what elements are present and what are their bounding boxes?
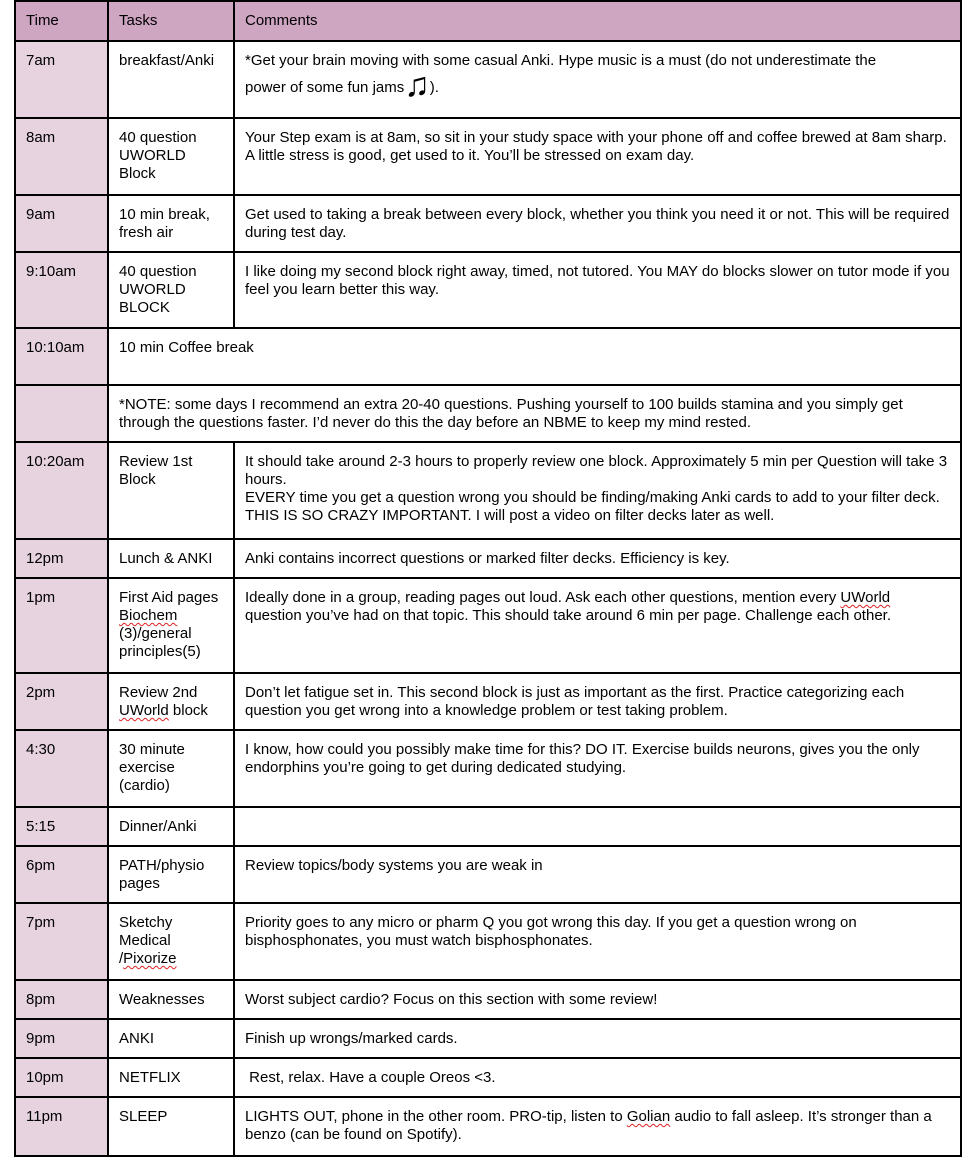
task-cell: 40 question UWORLD BLOCK [108, 252, 234, 328]
time-cell: 7pm [15, 903, 108, 980]
comment-cell [234, 41, 961, 118]
table-row [15, 328, 961, 385]
table-row [15, 539, 961, 578]
comment-cell: I like doing my second block right away, timed, not tutored. You MAY do blocks slower on tutor mode if you feel you learn better this way. [234, 252, 961, 328]
task-text: (3)/general principles(5) [119, 625, 201, 660]
comment-line: It should take around 2-3 hours to properly review one block. Approximately 5 min per Question will take 3 hours. [245, 453, 948, 488]
time-cell: 7am [15, 41, 108, 118]
music-note-icon: ♫ [404, 66, 430, 104]
table-row [15, 41, 961, 118]
time-cell: 12pm [15, 539, 108, 578]
task-text: block [168, 702, 208, 719]
time-cell: 10:10am [15, 328, 108, 385]
comment-cell [234, 578, 961, 673]
time-cell: 6pm [15, 846, 108, 903]
comment-text: Ideally done in a group, reading pages out loud. Ask each other questions, mention every [245, 589, 841, 606]
comment-text: LIGHTS OUT, phone in the other room. PRO-tip, listen to [245, 1108, 627, 1125]
time-cell: 9:10am [15, 252, 108, 328]
comment-cell: Priority goes to any micro or pharm Q you got wrong this day. If you get a question wrong on bisphosphonates, you must watch bisphosphonates. [234, 903, 961, 980]
comment-cell: Get used to taking a break between every block, whether you think you need it or not. This will be required during test day. [234, 195, 961, 252]
header-tasks: Tasks [108, 1, 234, 41]
task-cell: 30 minute exercise (cardio) [108, 730, 234, 807]
comment-cell [234, 1097, 961, 1156]
comment-cell [234, 442, 961, 539]
table-row [15, 1097, 961, 1156]
table-row [15, 980, 961, 1019]
schedule-table [14, 0, 962, 1157]
task-cell: ANKI [108, 1019, 234, 1058]
comment-line: EVERY time you get a question wrong you should be finding/making Anki cards to add to your filter deck. THIS IS SO CRAZY IMPORTANT. I will post a video on filter decks later as well. [245, 489, 940, 524]
spellcheck-word: Biochem [119, 607, 178, 624]
header-comments: Comments [234, 1, 961, 41]
comment-cell: I know, how could you possibly make time for this? DO IT. Exercise builds neurons, gives you the only endorphins you’re going to get during dedicated studying. [234, 730, 961, 807]
time-cell: 9pm [15, 1019, 108, 1058]
task-cell [108, 903, 234, 980]
table-row [15, 846, 961, 903]
time-cell: 8am [15, 118, 108, 195]
note-cell: *NOTE: some days I recommend an extra 20-40 questions. Pushing yourself to 100 builds stamina and you simply get through the questions faster. I’d never do this the day before an NBME to keep my mind rested. [108, 385, 961, 442]
comment-cell: Review topics/body systems you are weak in [234, 846, 961, 903]
task-cell: Weaknesses [108, 980, 234, 1019]
table-row [15, 195, 961, 252]
header-row [15, 1, 961, 41]
comment-cell: Rest, relax. Have a couple Oreos <3. [234, 1058, 961, 1097]
table-row [15, 1019, 961, 1058]
table-row [15, 442, 961, 539]
task-cell: Dinner/Anki [108, 807, 234, 846]
task-cell: 10 min break, fresh air [108, 195, 234, 252]
table-row [15, 673, 961, 730]
comment-cell: Anki contains incorrect questions or marked filter decks. Efficiency is key. [234, 539, 961, 578]
comment-cell: Your Step exam is at 8am, so sit in your study space with your phone off and coffee brewed at 8am sharp. A little stress is good, get used to it. You’ll be stressed on exam day. [234, 118, 961, 195]
header-time: Time [15, 1, 108, 41]
time-cell: 11pm [15, 1097, 108, 1156]
table-row [15, 385, 961, 442]
table-row [15, 578, 961, 673]
task-cell [108, 578, 234, 673]
time-cell: 8pm [15, 980, 108, 1019]
comment-line [245, 66, 950, 106]
task-cell [108, 673, 234, 730]
task-cell: NETFLIX [108, 1058, 234, 1097]
table-row [15, 807, 961, 846]
comment-text: audio to fall asleep. It’s stronger than a benzo (can be found on Spotify). [245, 1108, 932, 1143]
task-text: Review 2nd [119, 684, 198, 701]
time-cell: 1pm [15, 578, 108, 673]
comment-text: question you’ve had on that topic. This should take around 6 min per page. Challenge each other. [245, 607, 891, 624]
table-row [15, 730, 961, 807]
task-cell: Lunch & ANKI [108, 539, 234, 578]
spellcheck-word: Golian [626, 1108, 671, 1125]
time-cell: 10:20am [15, 442, 108, 539]
task-cell: PATH/physio pages [108, 846, 234, 903]
table-row [15, 1058, 961, 1097]
comment-line: *Get your brain moving with some casual Anki. Hype music is a must (do not underestimate the [245, 52, 877, 69]
task-cell: breakfast/Anki [108, 41, 234, 118]
spellcheck-word: Pixorize [123, 950, 177, 967]
table-row [15, 118, 961, 195]
comment-cell: Worst subject cardio? Focus on this section with some review! [234, 980, 961, 1019]
comment-text: ). [429, 79, 439, 96]
comment-text: power of some fun jams [245, 79, 405, 96]
spellcheck-word: UWorld [119, 702, 169, 719]
comment-cell [234, 807, 961, 846]
time-cell: 9am [15, 195, 108, 252]
task-cell: 40 question UWORLD Block [108, 118, 234, 195]
time-cell [15, 385, 108, 442]
table-row [15, 252, 961, 328]
merged-cell: 10 min Coffee break [108, 328, 961, 385]
task-text: Sketchy Medical / [119, 914, 173, 967]
table-row [15, 903, 961, 980]
time-cell: 10pm [15, 1058, 108, 1097]
time-cell: 4:30 [15, 730, 108, 807]
time-cell: 2pm [15, 673, 108, 730]
time-cell: 5:15 [15, 807, 108, 846]
comment-cell: Don’t let fatigue set in. This second block is just as important as the first. Practice categorizing each question you get wrong into a knowledge problem or test taking problem. [234, 673, 961, 730]
spellcheck-word: UWorld [840, 589, 891, 606]
task-cell: Review 1st Block [108, 442, 234, 539]
comment-cell: Finish up wrongs/marked cards. [234, 1019, 961, 1058]
task-cell: SLEEP [108, 1097, 234, 1156]
task-text: First Aid pages [119, 589, 219, 606]
